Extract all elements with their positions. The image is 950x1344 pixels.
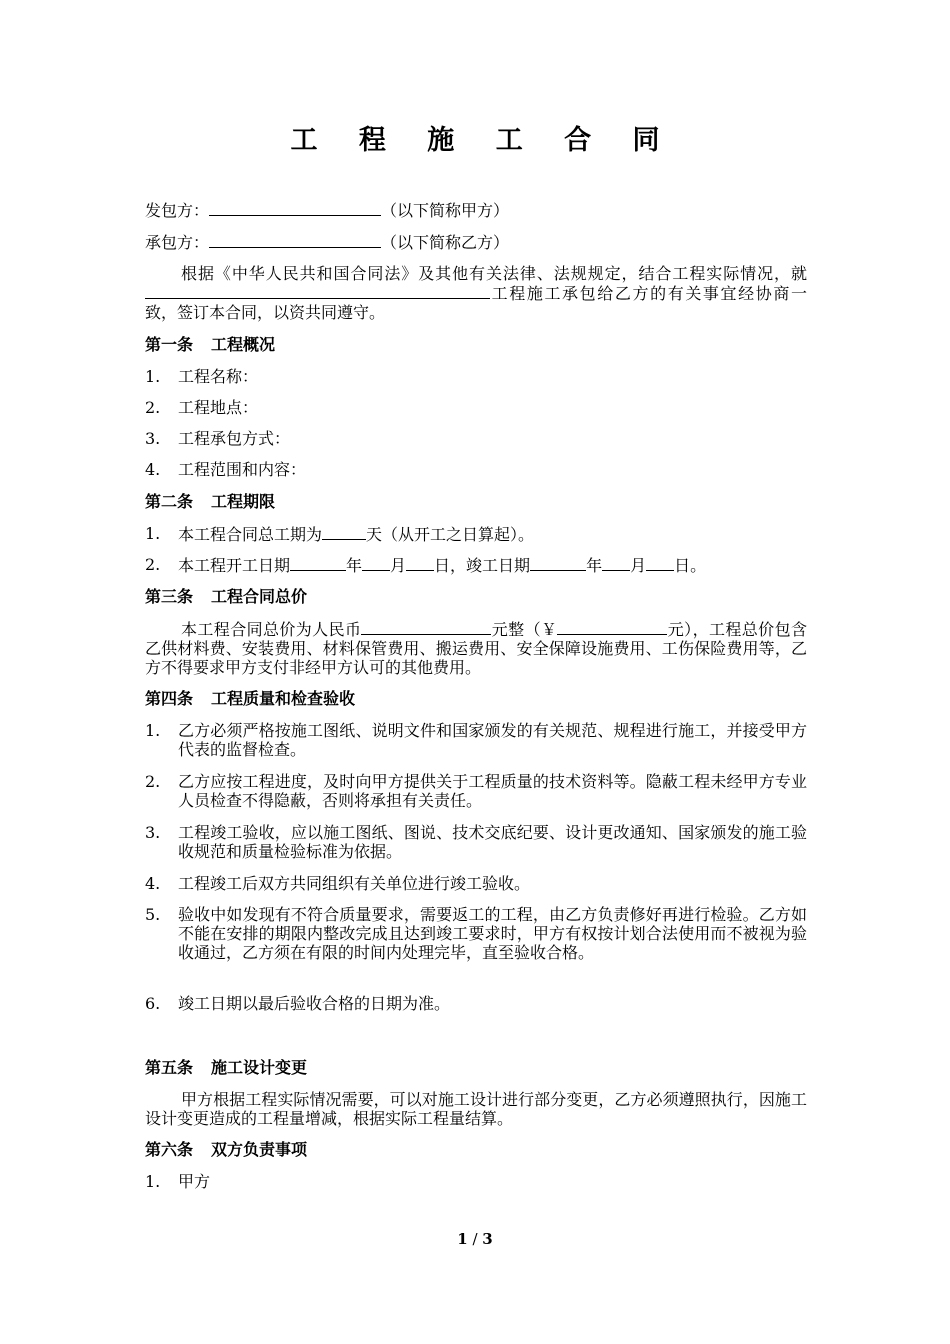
- section-5-heading: [145, 1058, 307, 1078]
- item-text: 验收中如发现有不符合质量要求，需要返工的工程，由乙方负责修好再进行检验。乙方如不能在安排的期限内整改完成且达到竣工要求时，甲方有权按计划合法使用而不被视为验收通过，乙方须在有限的时间内处理完毕，直至验收合格。: [178, 905, 807, 962]
- start-day-blank: [406, 555, 434, 571]
- section-4-label: 第四条: [145, 689, 194, 708]
- list-item: [145, 1172, 807, 1191]
- section-6-heading: [145, 1140, 307, 1160]
- item-number: 2.: [145, 398, 161, 417]
- section-6-label: 第六条: [145, 1140, 194, 1159]
- section-4-heading: [145, 689, 355, 709]
- day-label: 日。: [674, 556, 707, 575]
- item-number: 1.: [145, 1172, 161, 1191]
- contractor-blank: [209, 232, 381, 248]
- end-day-blank: [646, 555, 674, 571]
- section-2-label: 第二条: [145, 492, 194, 511]
- item-text: [178, 524, 807, 544]
- duration-text: 本工程合同总工期为: [178, 525, 323, 544]
- year-label: 年: [346, 556, 363, 575]
- section-5-label: 第五条: [145, 1058, 194, 1077]
- list-item: [145, 874, 807, 893]
- list-item: [145, 460, 807, 479]
- month-label: 月: [630, 556, 647, 575]
- month-label: 月: [390, 556, 407, 575]
- current-page: 1: [457, 1230, 468, 1248]
- section-2-name: 工程期限: [211, 492, 276, 511]
- item-number: 1.: [145, 721, 161, 740]
- project-name-blank: [145, 283, 490, 299]
- item-text: 乙方必须严格按施工图纸、说明文件和国家颁发的有关规范、规程进行施工，并接受甲方代表的监督检查。: [178, 721, 807, 759]
- price-currency: 元整（￥: [491, 620, 558, 639]
- list-item: [145, 994, 807, 1013]
- intro-part1: 根据《中华人民共和国合同法》及其他有关法律、法规规定，结合工程实际情况，就: [181, 264, 807, 283]
- duration-blank: [322, 524, 366, 540]
- item-number: 3.: [145, 429, 161, 448]
- end-month-blank: [602, 555, 630, 571]
- price-words-blank: [361, 619, 491, 635]
- duration-unit: 天（从开工之日算起）。: [366, 525, 535, 544]
- list-item: [145, 555, 807, 575]
- employer-label: 发包方：: [145, 201, 210, 220]
- item-text: 工程地点：: [178, 398, 259, 417]
- section-2-heading: [145, 492, 275, 512]
- total-pages: 3: [482, 1230, 493, 1248]
- employer-note: （以下简称甲方）: [381, 201, 510, 220]
- employer-blank: [209, 200, 381, 216]
- list-item: [145, 524, 807, 544]
- list-item: [145, 823, 807, 861]
- item-number: 3.: [145, 823, 161, 842]
- start-date-text: 本工程开工日期: [178, 556, 291, 575]
- section-3-heading: [145, 587, 307, 607]
- item-text: 工程名称：: [178, 367, 259, 386]
- section-1-name: 工程概况: [211, 335, 276, 354]
- section-3-name: 工程合同总价: [211, 587, 308, 606]
- price-amount-blank: [557, 619, 667, 635]
- section-4-name: 工程质量和检查验收: [211, 689, 356, 708]
- intro-part2: 工程施工承包给乙方的有关事宜经协商一致，签订本合同，以资共同遵守。: [145, 284, 807, 322]
- list-item: [145, 367, 807, 386]
- item-number: 1.: [145, 524, 161, 543]
- list-item: [145, 772, 807, 810]
- item-text: 工程竣工后双方共同组织有关单位进行竣工验收。: [178, 874, 531, 893]
- item-number: 4.: [145, 460, 161, 479]
- contractor-label: 承包方：: [145, 233, 210, 252]
- section-3-label: 第三条: [145, 587, 194, 606]
- item-text: [178, 555, 807, 575]
- item-number: 5.: [145, 905, 161, 924]
- employer-line: [145, 200, 509, 221]
- start-year-blank: [290, 555, 346, 571]
- item-number: 2.: [145, 772, 161, 791]
- item-text: 工程范围和内容：: [178, 460, 307, 479]
- item-number: 4.: [145, 874, 161, 893]
- end-date-text: 日，竣工日期: [434, 556, 531, 575]
- price-text: 本工程合同总价为人民币: [181, 620, 362, 639]
- list-item: [145, 429, 807, 448]
- list-item: [145, 905, 807, 962]
- item-text: 工程承包方式：: [178, 429, 291, 448]
- item-text: 乙方应按工程进度，及时向甲方提供关于工程质量的技术资料等。隐蔽工程未经甲方专业人员检查不得隐蔽，否则将承担有关责任。: [178, 772, 807, 810]
- list-item: [145, 721, 807, 759]
- item-text: 甲方: [178, 1172, 211, 1191]
- contractor-line: [145, 232, 509, 253]
- item-text: 工程竣工验收，应以施工图纸、图说、技术交底纪要、设计更改通知、国家颁发的施工验收规范和质量检验标准为依据。: [178, 823, 807, 861]
- section-1-label: 第一条: [145, 335, 194, 354]
- item-text: 竣工日期以最后验收合格的日期为准。: [178, 994, 451, 1013]
- start-month-blank: [362, 555, 390, 571]
- section-1-heading: [145, 335, 275, 355]
- item-number: 2.: [145, 555, 161, 574]
- section-6-name: 双方负责事项: [211, 1140, 308, 1159]
- year-label: 年: [586, 556, 603, 575]
- contractor-note: （以下简称乙方）: [381, 233, 510, 252]
- end-year-blank: [530, 555, 586, 571]
- item-number: 1.: [145, 367, 161, 386]
- item-number: 6.: [145, 994, 161, 1013]
- price-details: 元），工程总价包含乙供材料费、安装费用、材料保管费用、搬运费用、安全保障设施费用、工伤保险费用等，乙方不得要求甲方支付非经甲方认可的其他费用。: [145, 620, 807, 677]
- section-3-paragraph: [145, 619, 807, 677]
- list-item: [145, 398, 807, 417]
- page-separator: /: [467, 1230, 483, 1248]
- section-5-name: 施工设计变更: [211, 1058, 308, 1077]
- intro-paragraph: [145, 264, 807, 322]
- page-number: [0, 1230, 950, 1248]
- document-title: 工 程 施 工 合 同: [290, 125, 676, 156]
- section-5-paragraph: 甲方根据工程实际情况需要，可以对施工设计进行部分变更，乙方必须遵照执行，因施工设计变更造成的工程量增减，根据实际工程量结算。: [145, 1090, 807, 1128]
